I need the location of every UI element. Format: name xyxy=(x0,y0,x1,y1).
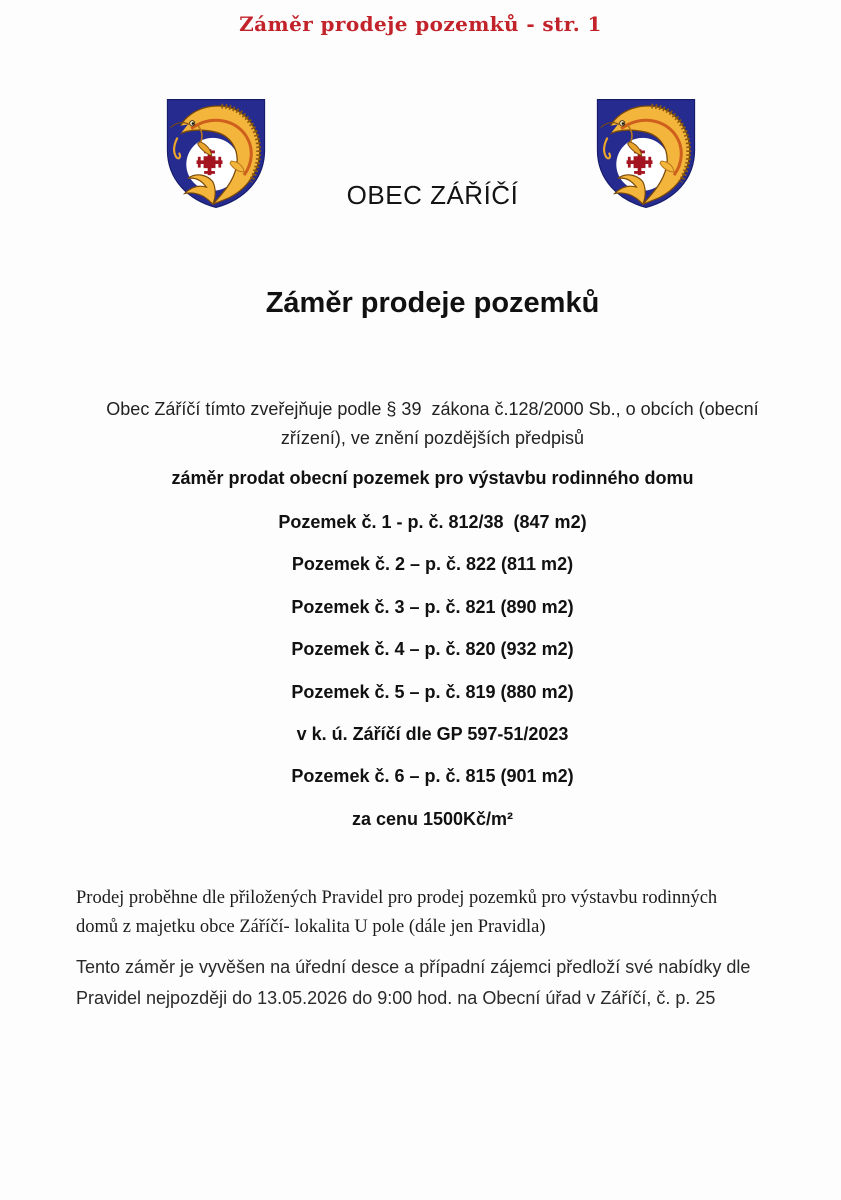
notice-line: Tento záměr je vyvěšen na úřední desce a případní zájemci předloží své nabídky dle xyxy=(76,957,751,977)
page-header-title: Záměr prodeje pozemků - str. 1 xyxy=(239,12,602,36)
intro-line: zřízení), ve znění pozdějších předpisů xyxy=(280,427,585,448)
rules-line: domů z majetku obce Záříčí- lokalita U pole (dále jen Pravidla) xyxy=(76,916,546,937)
plot-line: Pozemek č. 4 – p. č. 820 (932 m2) xyxy=(291,639,574,660)
document-title: Záměr prodeje pozemků xyxy=(265,287,600,319)
rules-line: Prodej proběhne dle přiložených Pravidel pro prodej pozemků pro výstavbu rodinných xyxy=(76,888,718,908)
plot-line: Pozemek č. 5 – p. č. 819 (880 m2) xyxy=(291,681,574,702)
municipality-name: OBEC ZÁŘÍČÍ xyxy=(346,180,519,210)
plot-list xyxy=(24,501,841,840)
notice-paragraph xyxy=(76,952,776,1014)
price-line: za cenu 1500Kč/m² xyxy=(351,808,514,829)
plot-line: Pozemek č. 1 - p. č. 812/38 (847 m2) xyxy=(278,512,587,532)
sale-subheading: záměr prodat obecní pozemek pro výstavbu rodinného domu xyxy=(171,468,694,488)
notice-line: Pravidel nejpozději do 13.05.2026 do 9:00 hod. na Obecní úřad v Záříčí, č. p. 25 xyxy=(76,988,716,1008)
rules-paragraph xyxy=(76,884,776,941)
plot-line: Pozemek č. 2 – p. č. 822 (811 m2) xyxy=(291,554,574,575)
intro-paragraph xyxy=(24,395,841,452)
plot-line: Pozemek č. 6 – p. č. 815 (901 m2) xyxy=(291,766,574,787)
intro-line: Obec Záříčí tímto zveřejňuje podle § 39 zákona č.128/2000 Sb., o obcích (obecní xyxy=(106,399,759,419)
cadastre-line: v k. ú. Záříčí dle GP 597-51/2023 xyxy=(296,724,569,745)
plot-line: Pozemek č. 3 – p. č. 821 (890 m2) xyxy=(291,596,574,617)
